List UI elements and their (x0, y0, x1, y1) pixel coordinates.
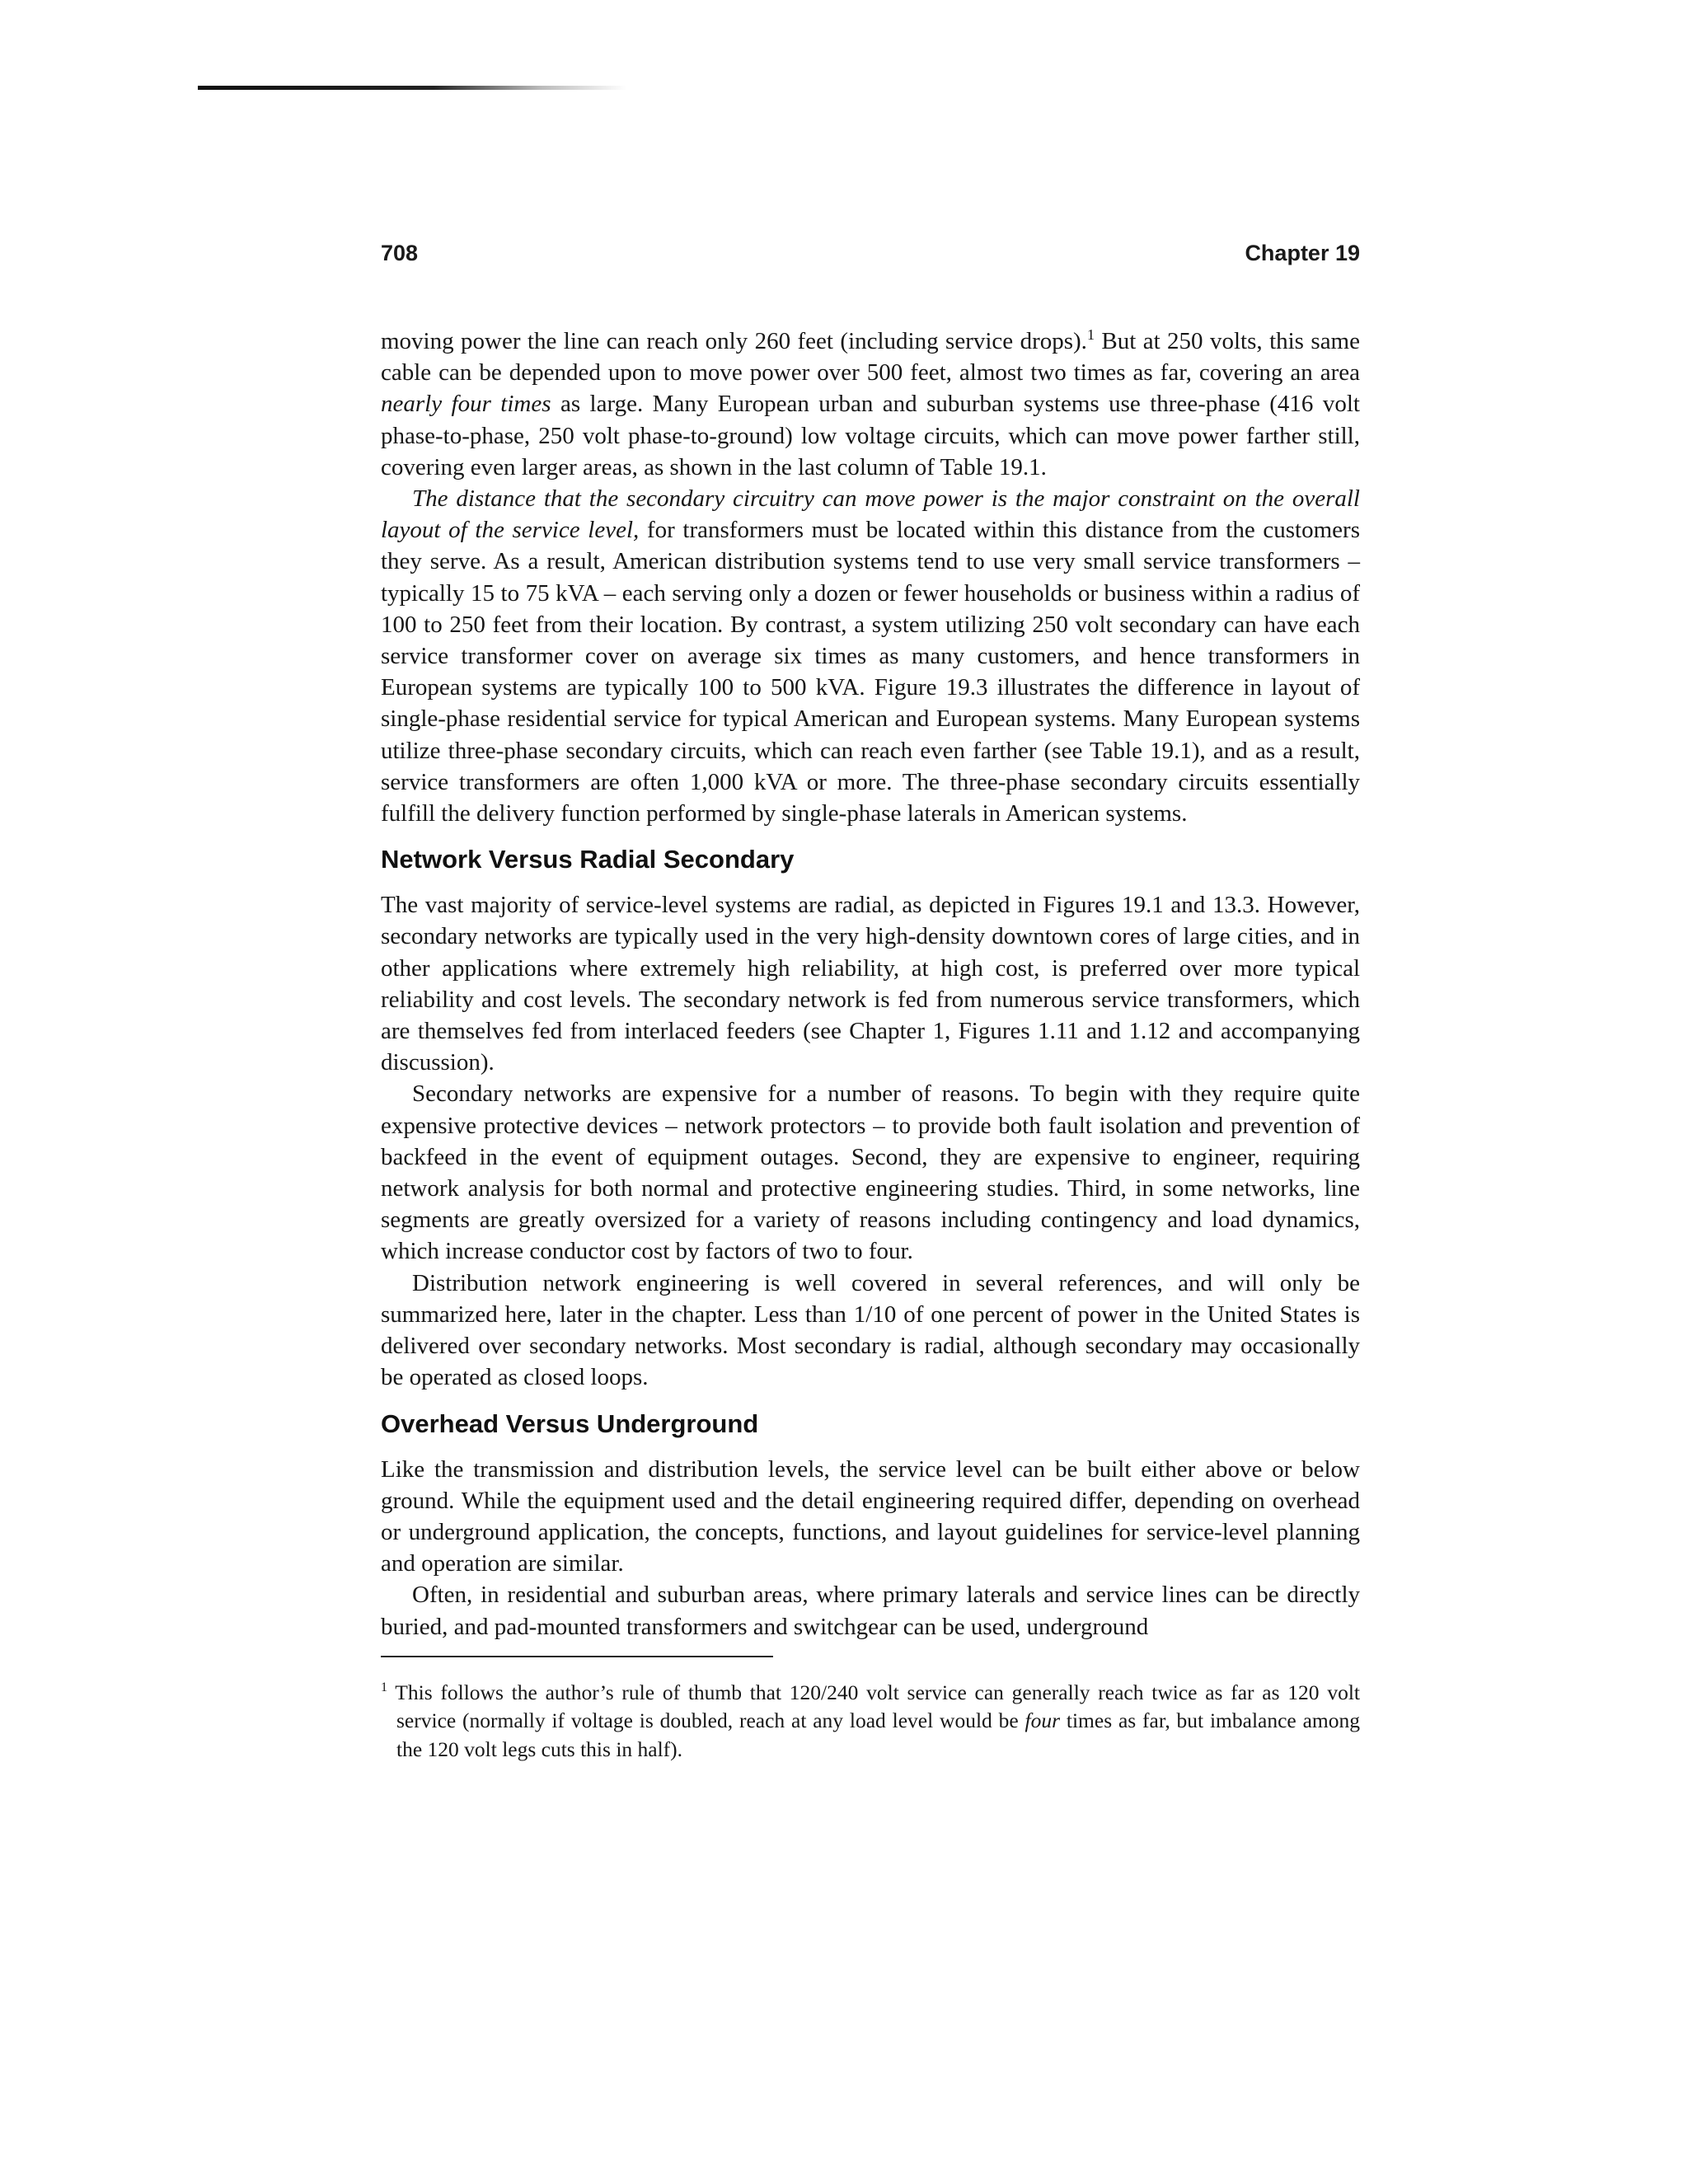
paragraph-5: Distribution network engineering is well covered in several references, and will only be summarized here, later in the chapter. Less than 1/10 of one percent of power in the United States is delivered over secondary networks. Most secondary is radial, although secondary may occasionally be operated as closed loops. (381, 1269, 1360, 1391)
paragraph-2-emphasis: The distance that the secondary circuitry can move power is the major constraint on the overall layout of the service level, (381, 485, 1360, 544)
paragraph-1-text-b: But at 250 volts, this same cable can be depended upon to move power over 500 feet, almost two times as far, covering an area (381, 328, 1360, 387)
paragraph-2-text: for transformers must be located within this distance from the customers they serve. As a result, American distribution systems tend to use very small service transformers – typically 15 to 75 kVA – each serving only a dozen or fewer households or business within a radius of 100 to 250 feet from their location. By contrast, a system utilizing 250 volt secondary can have each service transformer cover on average six times as many customers, and hence transformers in European systems are typically 100 to 500 kVA. Figure 19.3 illustrates the difference in layout of single-phase residential service for typical American and European systems. Many European systems utilize three-phase secondary circuits, which can reach even farther (see Table 19.1), and as a result, service transformers are often 1,000 kVA or more. The three-phase secondary circuits essentially fulfill the delivery function performed by single-phase laterals in American systems. (381, 517, 1360, 827)
footnote-divider (381, 1656, 773, 1657)
page-body (381, 326, 1360, 1764)
footnote-text-a: This follows the author’s rule of thumb that 120/240 volt service can generally reach twice as far as 120 volt service (normally if voltage is doubled, reach at any load level would be (387, 1680, 1360, 1733)
paragraph-7: Often, in residential and suburban areas, where primary laterals and service lines can be directly buried, and pad-mounted transformers and switchgear can be used, underground (381, 1582, 1360, 1640)
footnote-text-b: times as far, but imbalance among the 120 volt legs cuts this in half). (396, 1708, 1360, 1761)
scan-artifact-rule (198, 86, 626, 90)
paragraph-1 (381, 326, 1360, 483)
paragraph-1-emphasis: nearly four times (381, 391, 551, 418)
chapter-title: Chapter 19 (1245, 241, 1360, 265)
section-heading-overhead-vs-underground: Overhead Versus Underground (381, 1408, 759, 1438)
footnote-emphasis: four (1025, 1708, 1061, 1733)
paragraph-3: The vast majority of service-level systems are radial, as depicted in Figures 19.1 and 13.3. However, secondary networks are typically used in the very high-density downtown cores of large cities, and in other applications where extremely high reliability, at high cost, is preferred over more typical reliability and cost levels. The secondary network is fed from numerous service transformers, which are themselves fed from interlaced feeders (see Chapter 1, Figures 1.11 and 1.12 and accompanying discussion). (381, 892, 1360, 1076)
footnote-reference: 1 (1086, 326, 1095, 343)
paragraph-1-text-c: as large. Many European urban and suburban systems use three-phase (416 volt phase-to-phase, 250 volt phase-to-ground) low voltage circuits, which can move power farther still, covering even larger areas, as shown in the last column of Table 19.1. (381, 391, 1360, 480)
paragraph-2 (381, 483, 1360, 829)
footnote (381, 1679, 1360, 1764)
page-number: 708 (381, 241, 419, 265)
footnote-marker: 1 (381, 1680, 387, 1694)
paragraph-1-text-a: moving power the line can reach only 260 feet (including service drops). (381, 328, 1087, 354)
paragraph-6: Like the transmission and distribution levels, the service level can be built either above or below ground. While the equipment used and the detail engineering required differ, depending on overhead or underground application, the concepts, functions, and layout guidelines for service-level planning and operation are similar. (381, 1455, 1360, 1577)
running-header (381, 241, 1360, 274)
section-heading-network-vs-radial: Network Versus Radial Secondary (381, 845, 795, 874)
paragraph-4: Secondary networks are expensive for a number of reasons. To begin with they require quite expensive protective devices – network protectors – to provide both fault isolation and prevention of backfeed in the event of equipment outages. Second, they are expensive to engineer, requiring network analysis for both normal and protective engineering studies. Third, in some networks, line segments are greatly oversized for a variety of reasons including contingency and load dynamics, which increase conductor cost by factors of two to four. (381, 1080, 1360, 1265)
